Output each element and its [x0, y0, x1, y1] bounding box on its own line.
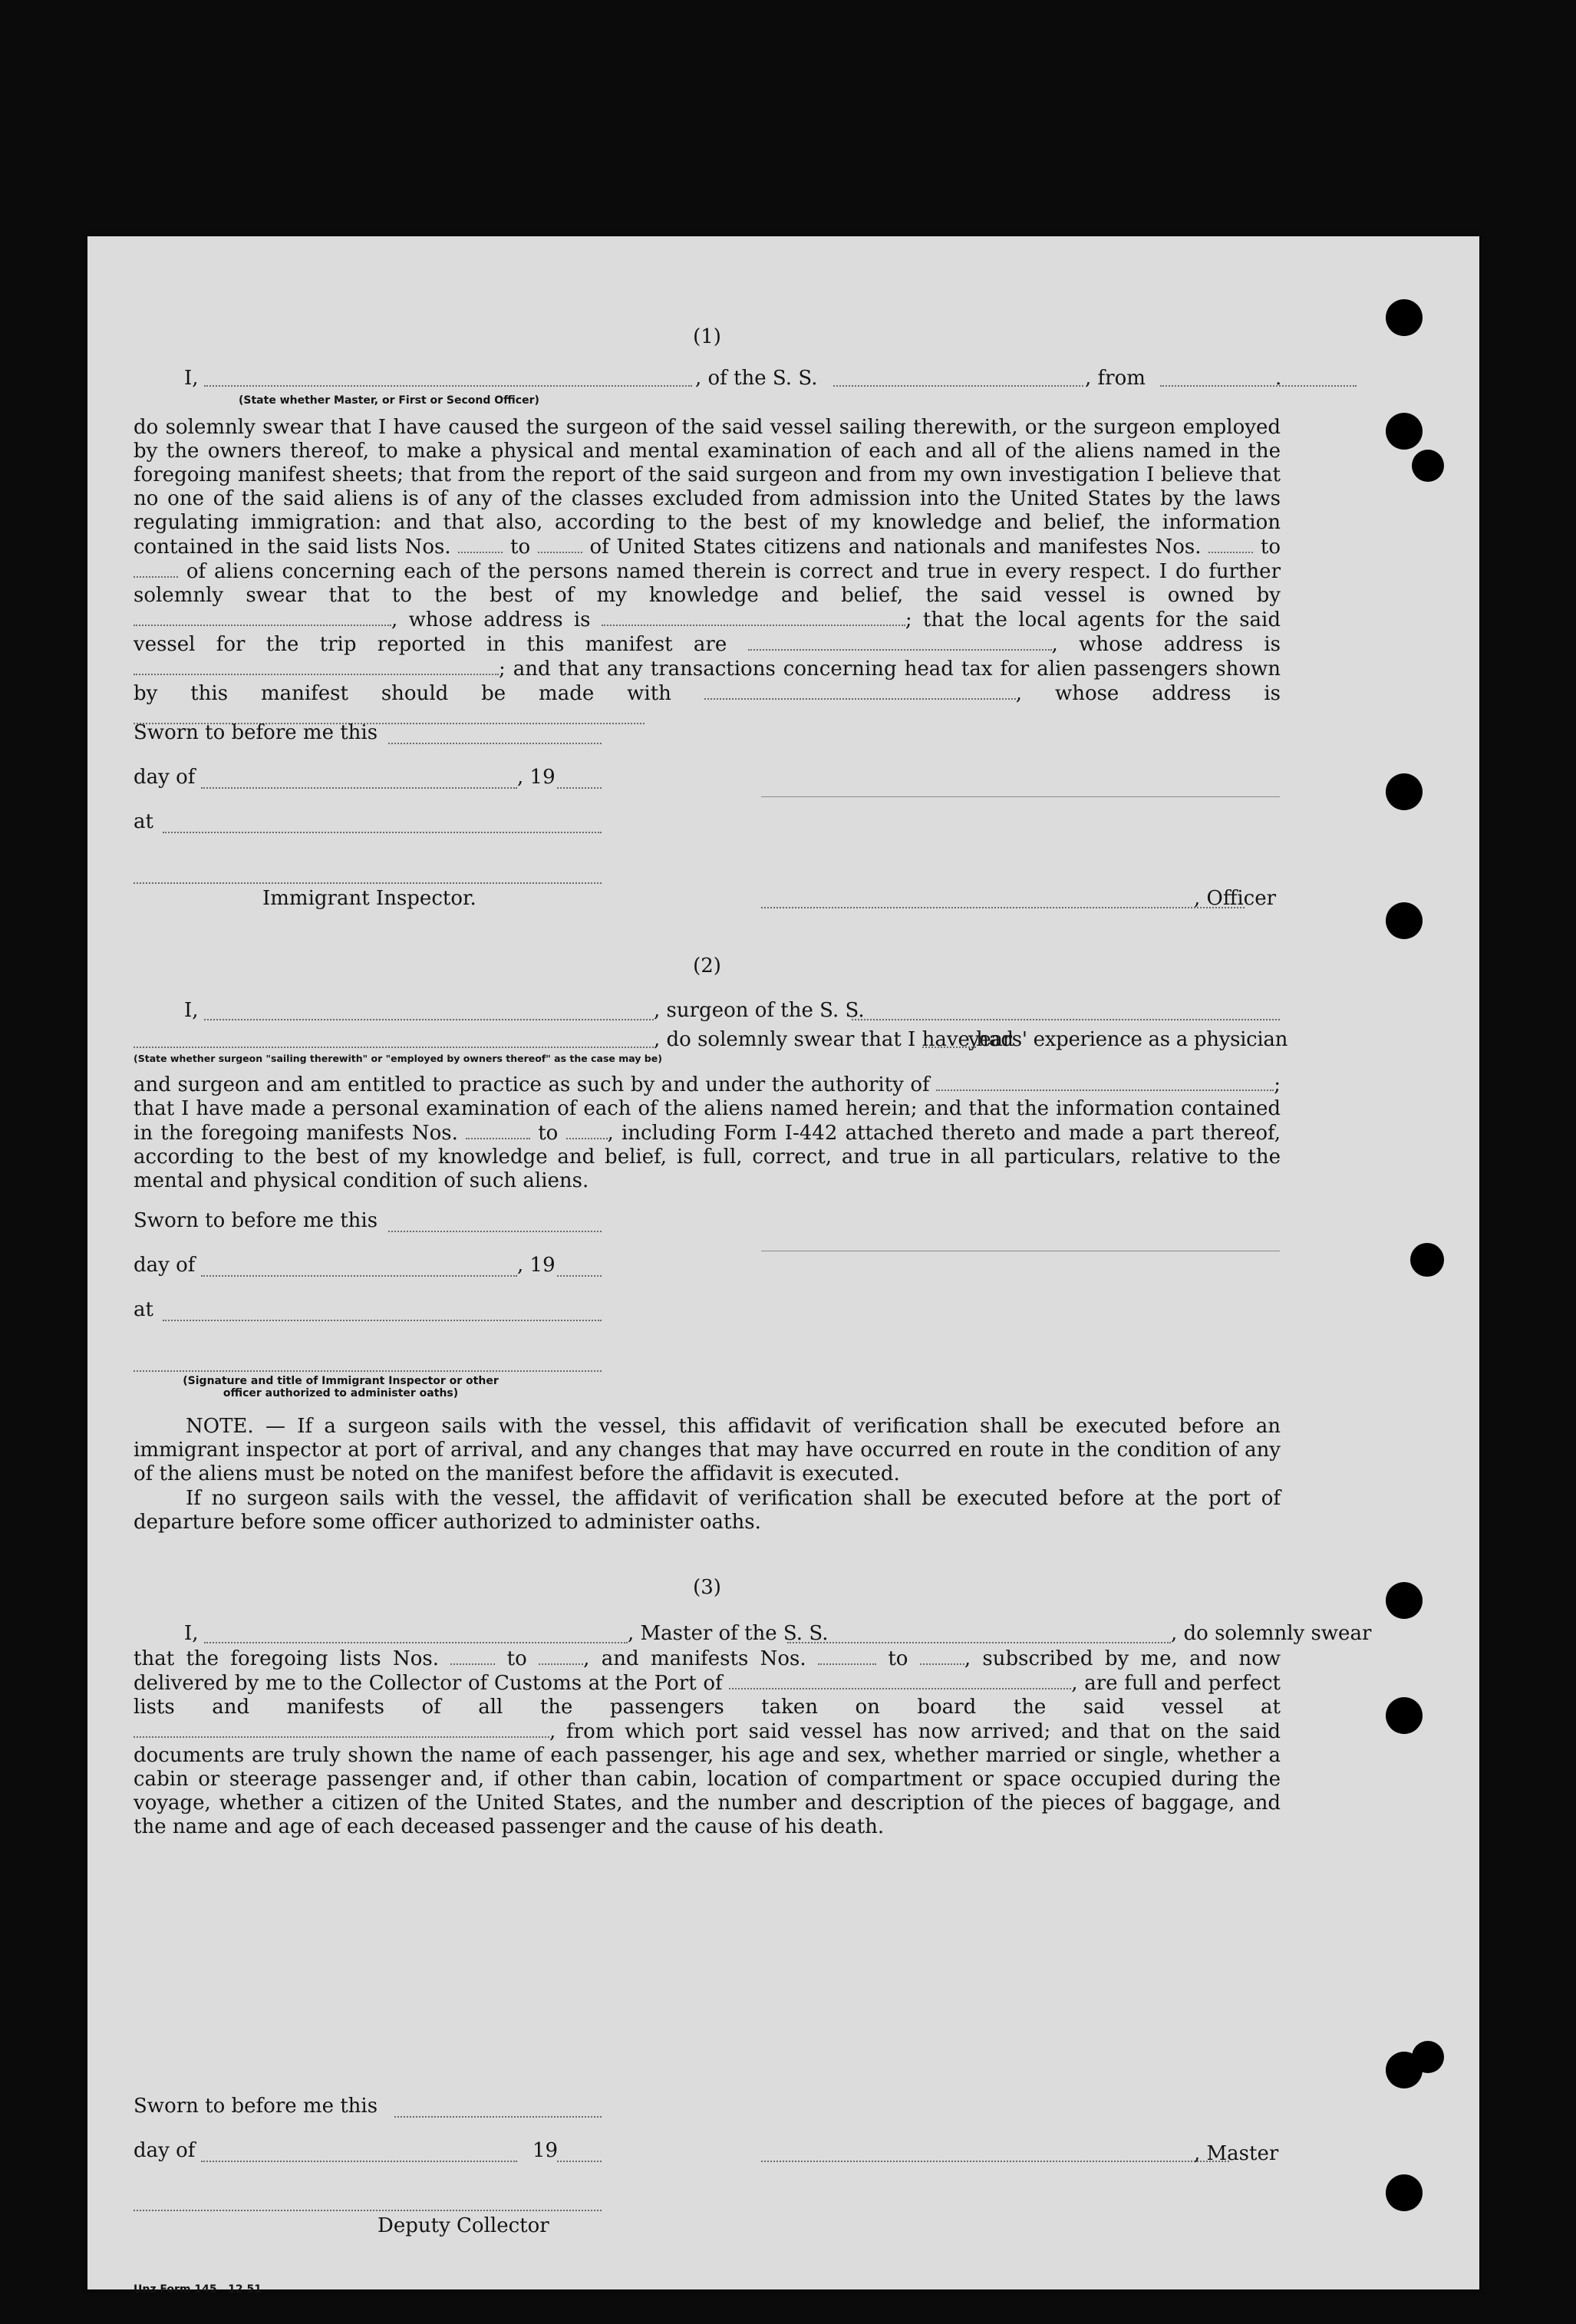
s1-manifests-from-field[interactable] — [1208, 535, 1253, 553]
s1-officer-signature-line[interactable] — [761, 796, 1280, 797]
s2-authority-field[interactable] — [936, 1073, 1274, 1091]
s2-oath-body: and surgeon and am entitled to practice as such by and under the authority of ; that I have made a personal examination of each of the aliens named herein; and that the information contained in the foregoing manifests Nos. to , including Form I-442 attached thereto and made a part thereof, according to the best of my knowledge and belief, is full, correct, and true in all particulars, relative to the mental and physical condition of such aliens. — [134, 1073, 1281, 1192]
s3-port-field[interactable] — [729, 1671, 1071, 1689]
punch-hole — [1386, 413, 1423, 450]
s3-year-field[interactable] — [557, 2161, 602, 2162]
s2-month-field[interactable] — [201, 1275, 517, 1277]
s2-experience-label: years' experience as a physician — [968, 1028, 1288, 1051]
s3-month-field[interactable] — [201, 2161, 517, 2162]
punch-hole — [1386, 902, 1423, 939]
s2-day-of-label: day of — [134, 1254, 196, 1277]
s1-i-label: I, — [184, 367, 199, 390]
s1-lists-from-field[interactable] — [458, 535, 503, 553]
s3-master-title: , Master — [1194, 2142, 1279, 2165]
s1-of-ss-label: , of the S. S. — [695, 367, 818, 390]
section-1-number: (1) — [693, 325, 721, 348]
s1-period: . — [1275, 367, 1282, 390]
s1-officer-title-field[interactable] — [761, 907, 1245, 908]
s3-deputy-label: Deputy Collector — [378, 2214, 549, 2237]
punch-hole — [1386, 299, 1423, 336]
s1-at-label: at — [134, 810, 153, 833]
punch-hole — [1412, 2041, 1444, 2073]
s2-surgeon-name-field[interactable] — [204, 1019, 654, 1020]
s3-vessel-field[interactable] — [787, 1642, 1171, 1643]
s3-year-label: 19 — [532, 2139, 559, 2162]
s1-inspector-signature-line[interactable] — [134, 882, 602, 884]
s1-inspector-label: Immigrant Inspector. — [262, 887, 476, 910]
s3-lists-to-field[interactable] — [539, 1647, 583, 1665]
punch-hole — [1386, 1697, 1423, 1734]
s2-surgeon-caption: (State whether surgeon "sailing therewith" or "employed by owners thereof" as the case may be) — [134, 1053, 662, 1064]
section-3-number: (3) — [693, 1576, 721, 1599]
s1-owner-address-field[interactable] — [602, 608, 905, 626]
s2-swear-label: , do solemnly swear that I have had — [654, 1028, 1014, 1051]
punch-hole — [1386, 1582, 1423, 1619]
s1-officer-name-field[interactable] — [204, 385, 692, 387]
s3-manifests-from-field[interactable] — [818, 1647, 876, 1665]
s3-embark-port-field[interactable] — [134, 1719, 549, 1738]
punch-hole — [1386, 773, 1423, 810]
s1-year-field[interactable] — [557, 787, 602, 789]
s1-day-of-label: day of — [134, 766, 196, 789]
s1-officer-label: , Officer — [1194, 887, 1277, 910]
s2-year-field[interactable] — [557, 1275, 602, 1277]
form-number: Unz Form 145 12 51 — [134, 2283, 262, 2296]
section-2-number: (2) — [693, 954, 721, 977]
s2-sworn-date-field[interactable] — [388, 1231, 602, 1232]
s2-signature-caption: (Signature and title of Immigrant Inspector or other officer authorized to administer oaths) — [183, 1375, 499, 1399]
s2-surgeon-label: , surgeon of the S. S. — [654, 999, 865, 1022]
punch-hole — [1412, 450, 1444, 482]
s1-from-label: , from — [1085, 367, 1146, 390]
s2-vessel-field[interactable] — [852, 1019, 1280, 1020]
s1-vessel-field[interactable] — [833, 385, 1083, 387]
s2-manifests-from-field[interactable] — [466, 1121, 530, 1139]
s2-note-2: If no surgeon sails with the vessel, the affidavit of verification shall be executed before at the port of departure before some officer authorized to administer oaths. — [134, 1487, 1281, 1534]
s3-master-name-field[interactable] — [204, 1642, 628, 1643]
s2-year-label: , 19 — [517, 1254, 556, 1277]
s3-swear-label: , do solemnly swear — [1171, 1622, 1372, 1645]
s2-manifests-to-field[interactable] — [566, 1121, 608, 1139]
s1-lists-to-field[interactable] — [538, 535, 582, 553]
s2-sworn-label: Sworn to before me this — [134, 1209, 378, 1232]
s2-at-label: at — [134, 1298, 153, 1321]
s3-sworn-label: Sworn to before me this — [134, 2095, 378, 2118]
s2-note-1: NOTE. — If a surgeon sails with the vessel, this affidavit of verification shall be executed before an immigrant inspector at port of arrival, and any changes that may have occurred en route in the condition of any of the aliens must be noted on the manifest before the affidavit is executed. — [134, 1415, 1281, 1485]
s3-day-of-label: day of — [134, 2139, 196, 2162]
s1-agents-address-field[interactable] — [134, 657, 499, 675]
s1-sworn-date-field[interactable] — [388, 743, 602, 744]
s3-master-signature-field[interactable] — [761, 2161, 1229, 2162]
s2-i-label: I, — [184, 999, 199, 1022]
s1-month-field[interactable] — [201, 787, 517, 789]
s3-manifests-to-field[interactable] — [920, 1647, 964, 1665]
s3-deputy-signature-line[interactable] — [134, 2210, 602, 2211]
form-page — [87, 236, 1479, 2296]
s1-officer-caption: (State whether Master, or First or Second Officer) — [239, 394, 539, 407]
punch-hole — [1386, 2174, 1423, 2211]
s3-master-label: , Master of the S. S. — [628, 1622, 829, 1645]
s3-lists-from-field[interactable] — [450, 1647, 495, 1665]
s1-headtax-party-field[interactable] — [704, 681, 1016, 700]
s1-sworn-label: Sworn to before me this — [134, 721, 378, 744]
s1-from-field[interactable] — [1160, 385, 1357, 387]
s2-inspector-signature-line[interactable] — [134, 1370, 602, 1372]
s1-oath-body: do solemnly swear that I have caused the surgeon of the said vessel sailing therewith, or the surgeon employed by the owners thereof, to make a physical and mental examination of each and all of the aliens named in the foregoing manifest sheets; that from the report of the said surgeon and from my own investigation I believe that no one of the said aliens is of any of the classes excluded from admission into the United States by the laws regulating immigration: and that also, according to the best of my knowledge and belief, the information contained in the said lists Nos. to of United States citizens and nationals and manifestes Nos. to of aliens concerning each of the persons named therein is correct and true in every respect. I do further solemnly swear that to the best of my knowledge and belief, the said vessel is owned by , whose address is ; that the local agents for the said vessel for the trip reported in this manifest are , whose address is ; and that any transactions concerning head tax for alien passengers shown by this manifest should be made with , whose address is — [134, 416, 1281, 730]
s1-manifests-to-field[interactable] — [134, 559, 178, 578]
s1-year-label: , 19 — [517, 766, 556, 789]
s2-surgeon-status-field[interactable] — [134, 1047, 654, 1048]
s2-at-field[interactable] — [163, 1320, 602, 1321]
s3-sworn-date-field[interactable] — [394, 2116, 602, 2118]
s1-owner-field[interactable] — [134, 608, 391, 626]
s3-i-label: I, — [184, 1622, 199, 1645]
s3-oath-body: that the foregoing lists Nos. to , and manifests Nos. to , subscribed by me, and now delivered by me to the Collector of Customs at the Port of , are full and perfect lists and manifests of all the passengers taken on board the said vessel at , from which port said vessel has now arrived; and that on the said documents are truly shown the name of each passenger, his age and sex, whether married or single, whether a cabin or steerage passenger and, if other than cabin, location of compartment or space occupied during the voyage, whether a citizen of the United States, and the number and description of the pieces of baggage, and the name and age of each deceased passenger and the cause of his death. — [134, 1647, 1281, 1838]
s1-at-field[interactable] — [163, 832, 602, 833]
s1-agents-field[interactable] — [748, 632, 1052, 651]
punch-hole — [1410, 1243, 1444, 1277]
